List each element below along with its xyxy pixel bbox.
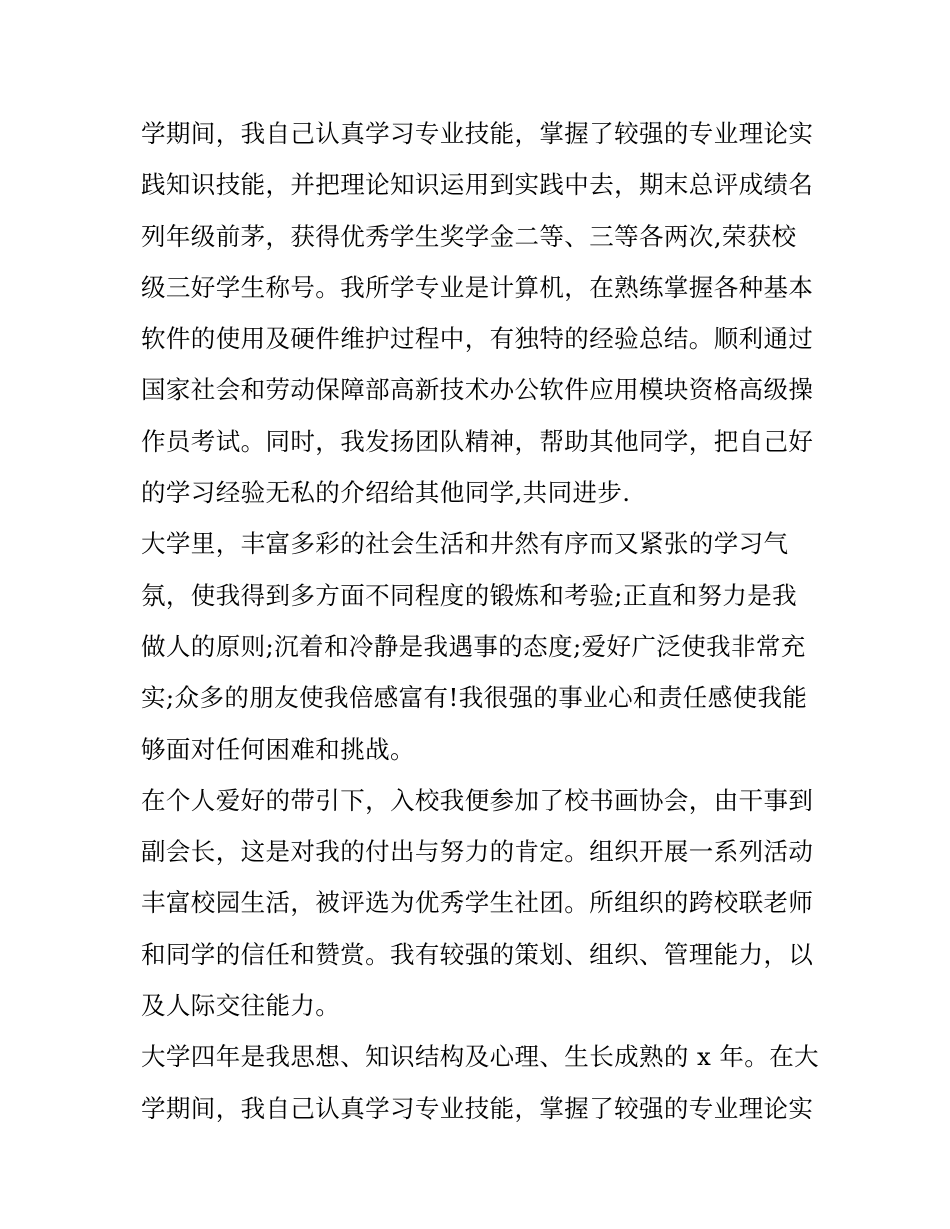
text-line: 学期间，我自己认真学习专业技能，掌握了较强的专业理论实 <box>141 119 814 148</box>
text-line: 国家社会和劳动保障部高新技术办公软件应用模块资格高级操 <box>141 375 814 405</box>
text-line: 列年级前茅，获得优秀学生奖学金二等、三等各两次,荣获校 <box>141 221 797 251</box>
text-line: 做人的原则;沉着和冷静是我遇事的态度;爱好广泛使我非常充 <box>141 631 806 661</box>
text-line: 够面对任何困难和挑战。 <box>141 734 415 764</box>
text-line: 和同学的信任和赞赏。我有较强的策划、组织、管理能力，以 <box>141 939 814 969</box>
text-line: 的学习经验无私的介绍给其他同学,共同进步. <box>141 478 631 508</box>
text-line: 丰富校园生活，被评选为优秀学生社团。所组织的跨校联老师 <box>141 888 814 918</box>
text-line: 作员考试。同时，我发扬团队精神，帮助其他同学，把自己好 <box>141 426 814 456</box>
text-line: 级三好学生称号。我所学专业是计算机，在熟练掌握各种基本 <box>141 272 814 302</box>
text-line: 副会长，这是对我的付出与努力的肯定。组织开展一系列活动 <box>141 837 814 867</box>
text-line: 及人际交往能力。 <box>141 991 341 1021</box>
text-line: 软件的使用及硬件维护过程中，有独特的经验总结。顺利通过 <box>141 324 814 354</box>
text-line: 大学里，丰富多彩的社会生活和井然有序而又紧张的学习气 <box>141 529 789 559</box>
text-line: 实;众多的朋友使我倍感富有!我很强的事业心和责任感使我能 <box>141 683 808 713</box>
text-line: 氛，使我得到多方面不同程度的锻炼和考验;正直和努力是我 <box>141 580 798 610</box>
text-line: 在个人爱好的带引下，入校我便参加了校书画协会，由干事到 <box>141 785 814 815</box>
text-line: 大学四年是我思想、知识结构及心理、生长成熟的 x 年。在大 <box>141 1042 819 1072</box>
document-body <box>141 108 821 1134</box>
text-line: 学期间，我自己认真学习专业技能，掌握了较强的专业理论实 <box>141 1093 814 1123</box>
text-line: 践知识技能，并把理论知识运用到实践中去，期末总评成绩名 <box>141 170 814 200</box>
